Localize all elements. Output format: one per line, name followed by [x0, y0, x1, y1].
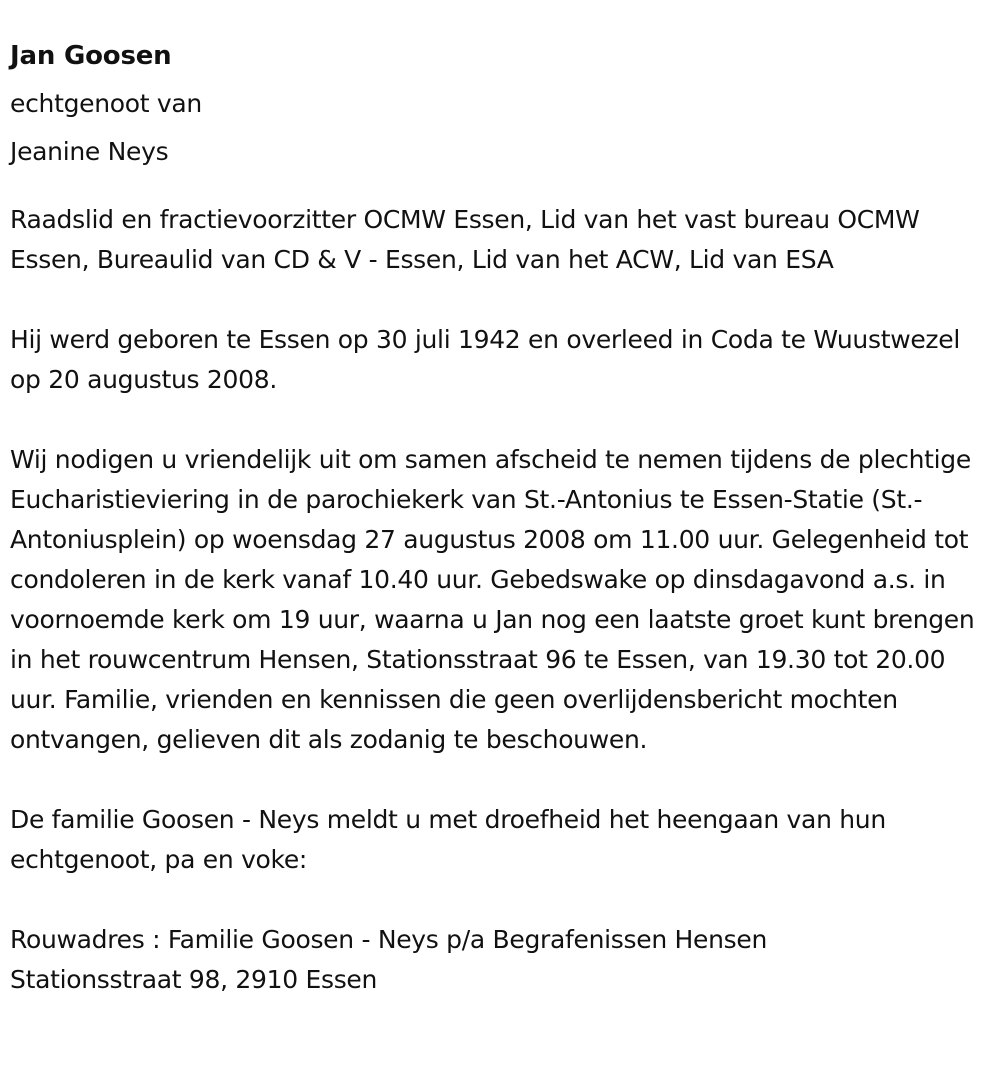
spouse-name: Jeanine Neys — [10, 137, 169, 166]
functions-paragraph: Raadslid en fractievoorzitter OCMW Essen, Lid van het vast bureau OCMW Essen, Bureaulid van CD & V - Essen, Lid van het ACW, Lid van ESA — [10, 205, 920, 274]
relation-text: echtgenoot van — [10, 89, 202, 118]
invitation-paragraph: Wij nodigen u vriendelijk uit om samen afscheid te nemen tijdens de plechtige Eucharistieviering in de parochiekerk van St.-Antonius te Essen-Statie (St.-Antoniusplein) op woensdag 27 augustus 2008 om 11.00 uur. Gelegenheid tot condoleren in de kerk vanaf 10.40 uur. Gebedswake op dinsdagavond a.s. in voornoemde kerk om 19 uur, waarna u Jan nog een laatste groet kunt brengen in het rouwcentrum Hensen, Stationsstraat 96 te Essen, van 19.30 tot 20.00 uur. Familie, vrienden en kennissen die geen overlijdensbericht mochten ontvangen, gelieven dit als zodanig te beschouwen. — [10, 445, 975, 754]
family-paragraph: De familie Goosen - Neys meldt u met droefheid het heengaan van hun echtgenoot, pa en voke: — [10, 805, 886, 874]
mourning-address — [10, 920, 990, 1000]
address-line-2: Stationsstraat 98, 2910 Essen — [10, 965, 378, 994]
deceased-name: Jan Goosen — [10, 41, 172, 71]
birth-death-paragraph: Hij werd geboren te Essen op 30 juli 1942 en overleed in Coda te Wuustwezel op 20 augustus 2008. — [10, 325, 960, 394]
address-line-1: Rouwadres : Familie Goosen - Neys p/a Begrafenissen Hensen — [10, 925, 768, 954]
